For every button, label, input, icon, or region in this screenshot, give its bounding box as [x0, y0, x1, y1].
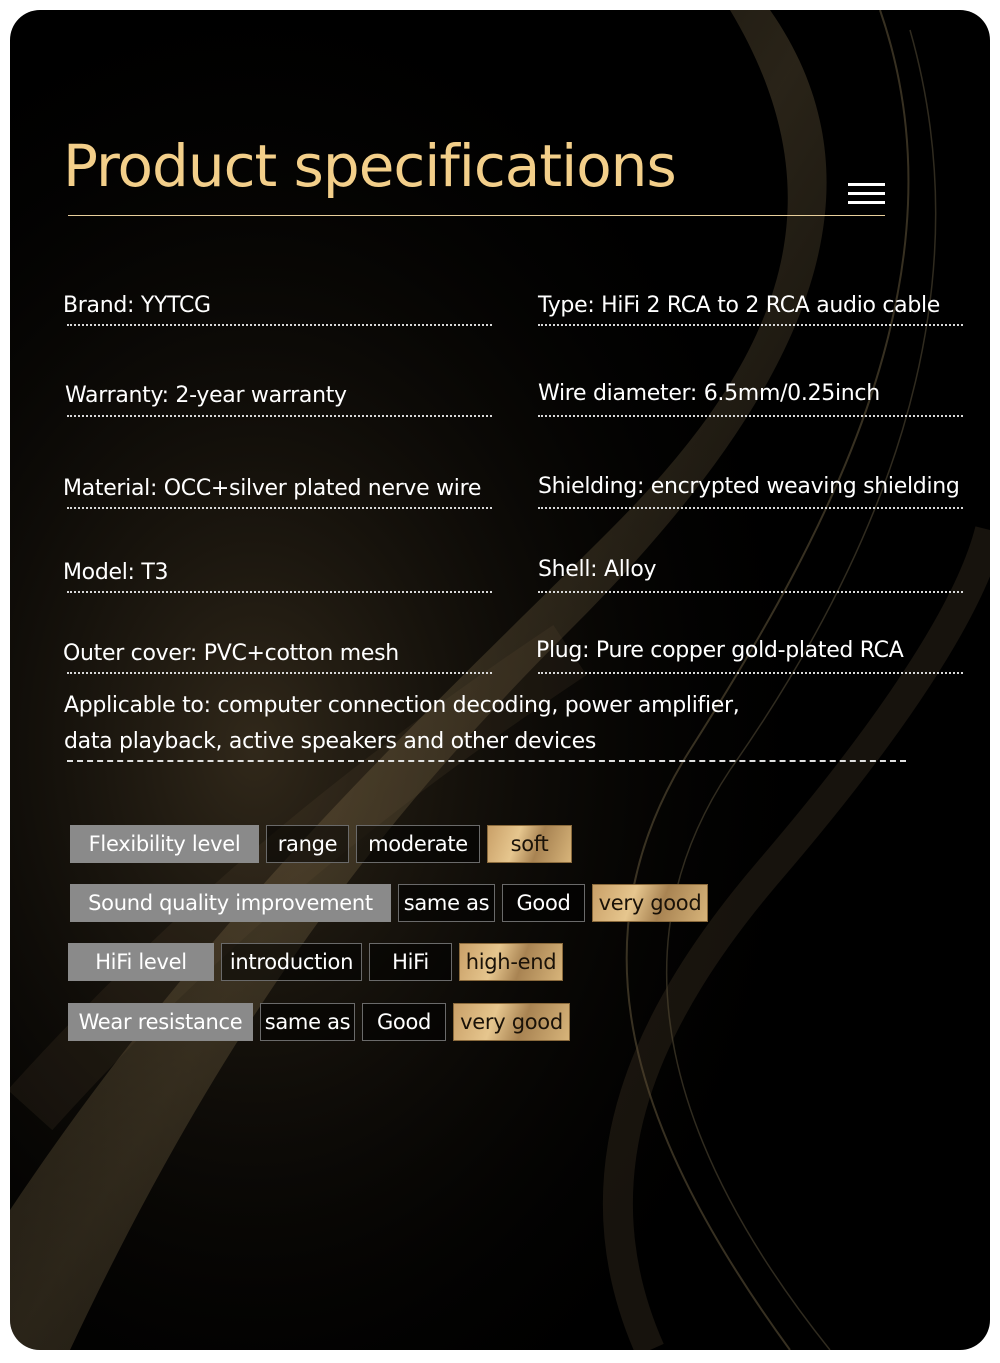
spec-card — [10, 10, 990, 1350]
spec-type: Type: HiFi 2 RCA to 2 RCA audio cable — [538, 293, 941, 318]
rating-option: range — [266, 825, 349, 863]
spec-material: Material: OCC+silver plated nerve wire — [63, 476, 482, 501]
rating-label: HiFi level — [68, 943, 214, 981]
rating-row-flexibility — [70, 825, 579, 863]
spec-divider — [67, 507, 492, 509]
applicable-line-2: data playback, active speakers and other devices — [64, 729, 597, 754]
spec-divider — [67, 324, 492, 326]
rating-option: HiFi — [369, 943, 452, 981]
spec-brand: Brand: YYTCG — [63, 293, 211, 318]
rating-option: Good — [502, 884, 585, 922]
rating-option: moderate — [356, 825, 480, 863]
spec-model: Model: T3 — [63, 560, 169, 585]
spec-divider — [67, 672, 492, 674]
page-title: Product specifications — [63, 132, 676, 200]
spec-divider — [538, 324, 963, 326]
spec-divider — [538, 591, 963, 593]
rating-option-selected: high-end — [459, 943, 563, 981]
rating-label: Wear resistance — [68, 1003, 253, 1041]
spec-plug: Plug: Pure copper gold-plated RCA — [536, 638, 904, 663]
rating-option-selected: soft — [487, 825, 572, 863]
rating-option-selected: very good — [592, 884, 708, 922]
spec-warranty: Warranty: 2-year warranty — [65, 383, 347, 408]
spec-divider — [538, 507, 963, 509]
spec-shielding: Shielding: encrypted weaving shielding — [538, 474, 960, 499]
rating-option: same as — [260, 1003, 355, 1041]
rating-label: Flexibility level — [70, 825, 259, 863]
spec-wire-diameter: Wire diameter: 6.5mm/0.25inch — [538, 381, 880, 406]
hamburger-menu-icon[interactable] — [848, 183, 885, 205]
spec-applicable — [64, 688, 739, 760]
spec-divider — [67, 591, 492, 593]
applicable-divider — [67, 760, 906, 762]
rating-option: introduction — [221, 943, 362, 981]
rating-option-selected: very good — [453, 1003, 570, 1041]
applicable-line-1: Applicable to: computer connection decoding, power amplifier, — [64, 693, 740, 718]
spec-divider — [538, 415, 963, 417]
title-divider — [68, 215, 885, 216]
rating-row-sound-quality — [70, 884, 715, 922]
spec-outer-cover: Outer cover: PVC+cotton mesh — [63, 641, 399, 666]
rating-row-wear-resistance — [68, 1003, 577, 1041]
spec-divider — [67, 415, 492, 417]
spec-divider — [538, 672, 963, 674]
rating-row-hifi-level — [68, 943, 570, 981]
rating-label: Sound quality improvement — [70, 884, 391, 922]
rating-option: same as — [398, 884, 495, 922]
rating-option: Good — [362, 1003, 446, 1041]
spec-shell: Shell: Alloy — [538, 557, 657, 582]
background-swoosh-graphic — [10, 10, 990, 1350]
